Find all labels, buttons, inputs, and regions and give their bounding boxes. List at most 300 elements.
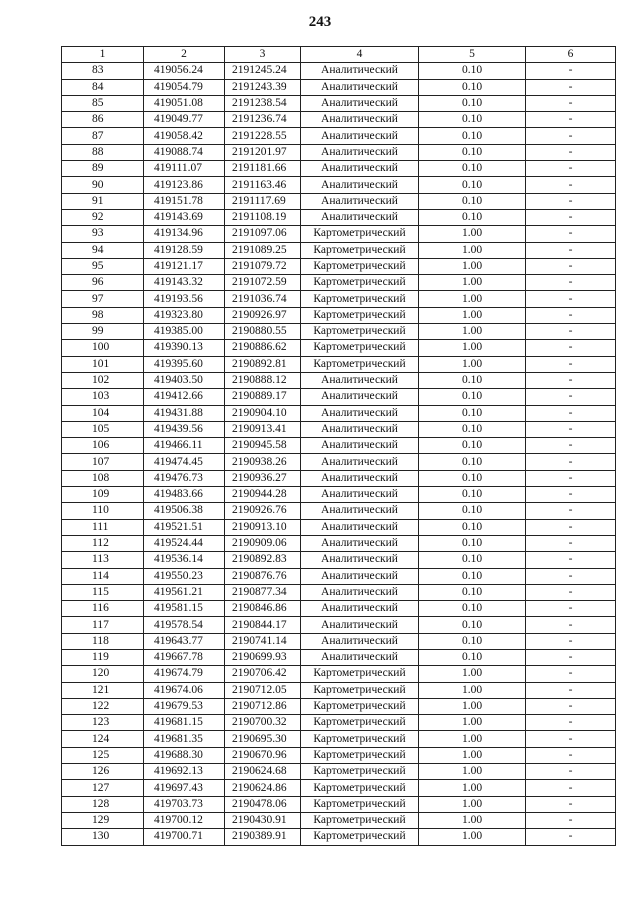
x-coordinate-cell: 419506.38 — [144, 503, 225, 519]
accuracy-cell: 0.10 — [419, 487, 526, 503]
note-cell: - — [526, 601, 616, 617]
accuracy-cell: 1.00 — [419, 226, 526, 242]
note-cell: - — [526, 79, 616, 95]
y-coordinate-cell: 2190877.34 — [225, 584, 301, 600]
note-cell: - — [526, 356, 616, 372]
coordinates-table — [61, 46, 616, 846]
table-row — [62, 519, 616, 535]
y-coordinate-cell: 2191181.66 — [225, 161, 301, 177]
y-coordinate-cell: 2191201.97 — [225, 144, 301, 160]
table-row — [62, 177, 616, 193]
method-cell: Картометрический — [301, 829, 419, 845]
method-cell: Картометрический — [301, 796, 419, 812]
accuracy-cell: 0.10 — [419, 552, 526, 568]
column-header-4: 4 — [301, 47, 419, 63]
x-coordinate-cell: 419385.00 — [144, 324, 225, 340]
note-cell: - — [526, 209, 616, 225]
y-coordinate-cell: 2191079.72 — [225, 258, 301, 274]
table-row — [62, 698, 616, 714]
y-coordinate-cell: 2190712.86 — [225, 698, 301, 714]
y-coordinate-cell: 2191243.39 — [225, 79, 301, 95]
table-row — [62, 438, 616, 454]
x-coordinate-cell: 419550.23 — [144, 568, 225, 584]
method-cell: Аналитический — [301, 649, 419, 665]
table-row — [62, 389, 616, 405]
point-number-cell: 110 — [62, 503, 144, 519]
x-coordinate-cell: 419476.73 — [144, 470, 225, 486]
method-cell: Аналитический — [301, 177, 419, 193]
accuracy-cell: 0.10 — [419, 535, 526, 551]
accuracy-cell: 0.10 — [419, 177, 526, 193]
x-coordinate-cell: 419692.13 — [144, 764, 225, 780]
point-number-cell: 99 — [62, 324, 144, 340]
point-number-cell: 113 — [62, 552, 144, 568]
x-coordinate-cell: 419674.79 — [144, 666, 225, 682]
y-coordinate-cell: 2191245.24 — [225, 63, 301, 79]
accuracy-cell: 0.10 — [419, 161, 526, 177]
table-row — [62, 372, 616, 388]
method-cell: Картометрический — [301, 747, 419, 763]
point-number-cell: 128 — [62, 796, 144, 812]
y-coordinate-cell: 2190889.17 — [225, 389, 301, 405]
x-coordinate-cell: 419483.66 — [144, 487, 225, 503]
table-row — [62, 535, 616, 551]
page-number: 243 — [308, 14, 332, 30]
table-row — [62, 307, 616, 323]
accuracy-cell: 1.00 — [419, 666, 526, 682]
method-cell: Картометрический — [301, 340, 419, 356]
note-cell: - — [526, 438, 616, 454]
table-row — [62, 242, 616, 258]
method-cell: Картометрический — [301, 812, 419, 828]
method-cell: Картометрический — [301, 731, 419, 747]
x-coordinate-cell: 419403.50 — [144, 372, 225, 388]
point-number-cell: 98 — [62, 307, 144, 323]
x-coordinate-cell: 419151.78 — [144, 193, 225, 209]
table-row — [62, 568, 616, 584]
point-number-cell: 84 — [62, 79, 144, 95]
method-cell: Аналитический — [301, 372, 419, 388]
y-coordinate-cell: 2190888.12 — [225, 372, 301, 388]
table-row — [62, 356, 616, 372]
accuracy-cell: 0.10 — [419, 112, 526, 128]
y-coordinate-cell: 2190904.10 — [225, 405, 301, 421]
note-cell: - — [526, 421, 616, 437]
x-coordinate-cell: 419703.73 — [144, 796, 225, 812]
accuracy-cell: 1.00 — [419, 698, 526, 714]
point-number-cell: 106 — [62, 438, 144, 454]
column-header-6: 6 — [526, 47, 616, 63]
note-cell: - — [526, 568, 616, 584]
method-cell: Аналитический — [301, 584, 419, 600]
y-coordinate-cell: 2190624.68 — [225, 764, 301, 780]
x-coordinate-cell: 419395.60 — [144, 356, 225, 372]
table-row — [62, 764, 616, 780]
note-cell: - — [526, 161, 616, 177]
y-coordinate-cell: 2190936.27 — [225, 470, 301, 486]
y-coordinate-cell: 2191089.25 — [225, 242, 301, 258]
point-number-cell: 127 — [62, 780, 144, 796]
accuracy-cell: 0.10 — [419, 454, 526, 470]
point-number-cell: 107 — [62, 454, 144, 470]
x-coordinate-cell: 419431.88 — [144, 405, 225, 421]
table-row — [62, 63, 616, 79]
note-cell: - — [526, 764, 616, 780]
method-cell: Аналитический — [301, 112, 419, 128]
note-cell: - — [526, 128, 616, 144]
y-coordinate-cell: 2190944.28 — [225, 487, 301, 503]
accuracy-cell: 0.10 — [419, 568, 526, 584]
point-number-cell: 121 — [62, 682, 144, 698]
y-coordinate-cell: 2191117.69 — [225, 193, 301, 209]
note-cell: - — [526, 747, 616, 763]
y-coordinate-cell: 2191097.06 — [225, 226, 301, 242]
x-coordinate-cell: 419134.96 — [144, 226, 225, 242]
method-cell: Аналитический — [301, 79, 419, 95]
method-cell: Аналитический — [301, 405, 419, 421]
y-coordinate-cell: 2190695.30 — [225, 731, 301, 747]
y-coordinate-cell: 2190945.58 — [225, 438, 301, 454]
note-cell: - — [526, 584, 616, 600]
accuracy-cell: 1.00 — [419, 829, 526, 845]
point-number-cell: 85 — [62, 95, 144, 111]
table-row — [62, 161, 616, 177]
point-number-cell: 124 — [62, 731, 144, 747]
x-coordinate-cell: 419578.54 — [144, 617, 225, 633]
point-number-cell: 102 — [62, 372, 144, 388]
x-coordinate-cell: 419679.53 — [144, 698, 225, 714]
x-coordinate-cell: 419466.11 — [144, 438, 225, 454]
x-coordinate-cell: 419561.21 — [144, 584, 225, 600]
point-number-cell: 94 — [62, 242, 144, 258]
method-cell: Картометрический — [301, 698, 419, 714]
accuracy-cell: 1.00 — [419, 731, 526, 747]
point-number-cell: 89 — [62, 161, 144, 177]
note-cell: - — [526, 242, 616, 258]
table-row — [62, 79, 616, 95]
point-number-cell: 104 — [62, 405, 144, 421]
y-coordinate-cell: 2191072.59 — [225, 275, 301, 291]
point-number-cell: 125 — [62, 747, 144, 763]
y-coordinate-cell: 2190624.86 — [225, 780, 301, 796]
note-cell: - — [526, 95, 616, 111]
method-cell: Картометрический — [301, 780, 419, 796]
point-number-cell: 100 — [62, 340, 144, 356]
table-row — [62, 812, 616, 828]
method-cell: Аналитический — [301, 535, 419, 551]
point-number-cell: 119 — [62, 649, 144, 665]
note-cell: - — [526, 177, 616, 193]
x-coordinate-cell: 419143.69 — [144, 209, 225, 225]
x-coordinate-cell: 419121.17 — [144, 258, 225, 274]
y-coordinate-cell: 2190926.76 — [225, 503, 301, 519]
point-number-cell: 90 — [62, 177, 144, 193]
x-coordinate-cell: 419688.30 — [144, 747, 225, 763]
y-coordinate-cell: 2190430.91 — [225, 812, 301, 828]
accuracy-cell: 0.10 — [419, 95, 526, 111]
point-number-cell: 120 — [62, 666, 144, 682]
table-row — [62, 324, 616, 340]
note-cell: - — [526, 470, 616, 486]
method-cell: Аналитический — [301, 421, 419, 437]
y-coordinate-cell: 2190880.55 — [225, 324, 301, 340]
x-coordinate-cell: 419056.24 — [144, 63, 225, 79]
note-cell: - — [526, 144, 616, 160]
point-number-cell: 91 — [62, 193, 144, 209]
table-row — [62, 633, 616, 649]
y-coordinate-cell: 2190886.62 — [225, 340, 301, 356]
table-header-row — [62, 47, 616, 63]
x-coordinate-cell: 419439.56 — [144, 421, 225, 437]
method-cell: Аналитический — [301, 95, 419, 111]
method-cell: Картометрический — [301, 258, 419, 274]
y-coordinate-cell: 2191228.55 — [225, 128, 301, 144]
table-row — [62, 682, 616, 698]
method-cell: Картометрический — [301, 356, 419, 372]
table-row — [62, 470, 616, 486]
accuracy-cell: 1.00 — [419, 258, 526, 274]
accuracy-cell: 1.00 — [419, 764, 526, 780]
x-coordinate-cell: 419581.15 — [144, 601, 225, 617]
x-coordinate-cell: 419524.44 — [144, 535, 225, 551]
y-coordinate-cell: 2191238.54 — [225, 95, 301, 111]
accuracy-cell: 1.00 — [419, 682, 526, 698]
note-cell: - — [526, 405, 616, 421]
y-coordinate-cell: 2190926.97 — [225, 307, 301, 323]
accuracy-cell: 0.10 — [419, 649, 526, 665]
table-row — [62, 128, 616, 144]
table-row — [62, 258, 616, 274]
point-number-cell: 88 — [62, 144, 144, 160]
accuracy-cell: 0.10 — [419, 193, 526, 209]
x-coordinate-cell: 419058.42 — [144, 128, 225, 144]
y-coordinate-cell: 2190706.42 — [225, 666, 301, 682]
note-cell: - — [526, 63, 616, 79]
method-cell: Аналитический — [301, 552, 419, 568]
note-cell: - — [526, 340, 616, 356]
accuracy-cell: 0.10 — [419, 470, 526, 486]
point-number-cell: 118 — [62, 633, 144, 649]
x-coordinate-cell: 419323.80 — [144, 307, 225, 323]
accuracy-cell: 1.00 — [419, 242, 526, 258]
method-cell: Аналитический — [301, 519, 419, 535]
y-coordinate-cell: 2191163.46 — [225, 177, 301, 193]
note-cell: - — [526, 454, 616, 470]
method-cell: Аналитический — [301, 144, 419, 160]
table-row — [62, 780, 616, 796]
method-cell: Аналитический — [301, 470, 419, 486]
accuracy-cell: 0.10 — [419, 389, 526, 405]
x-coordinate-cell: 419051.08 — [144, 95, 225, 111]
x-coordinate-cell: 419088.74 — [144, 144, 225, 160]
accuracy-cell: 0.10 — [419, 617, 526, 633]
x-coordinate-cell: 419049.77 — [144, 112, 225, 128]
point-number-cell: 105 — [62, 421, 144, 437]
method-cell: Картометрический — [301, 324, 419, 340]
table-row — [62, 731, 616, 747]
note-cell: - — [526, 258, 616, 274]
accuracy-cell: 0.10 — [419, 405, 526, 421]
accuracy-cell: 0.10 — [419, 209, 526, 225]
note-cell: - — [526, 731, 616, 747]
table-row — [62, 421, 616, 437]
accuracy-cell: 0.10 — [419, 421, 526, 437]
table-row — [62, 144, 616, 160]
point-number-cell: 109 — [62, 487, 144, 503]
accuracy-cell: 0.10 — [419, 63, 526, 79]
table-row — [62, 503, 616, 519]
point-number-cell: 115 — [62, 584, 144, 600]
y-coordinate-cell: 2190892.81 — [225, 356, 301, 372]
table-row — [62, 226, 616, 242]
method-cell: Аналитический — [301, 633, 419, 649]
table-row — [62, 193, 616, 209]
accuracy-cell: 1.00 — [419, 307, 526, 323]
table-row — [62, 291, 616, 307]
y-coordinate-cell: 2190846.86 — [225, 601, 301, 617]
note-cell: - — [526, 666, 616, 682]
accuracy-cell: 0.10 — [419, 519, 526, 535]
note-cell: - — [526, 519, 616, 535]
method-cell: Аналитический — [301, 63, 419, 79]
y-coordinate-cell: 2190892.83 — [225, 552, 301, 568]
table-row — [62, 340, 616, 356]
x-coordinate-cell: 419681.35 — [144, 731, 225, 747]
point-number-cell: 123 — [62, 715, 144, 731]
accuracy-cell: 1.00 — [419, 340, 526, 356]
table-row — [62, 487, 616, 503]
note-cell: - — [526, 633, 616, 649]
table-body — [62, 63, 616, 845]
x-coordinate-cell: 419054.79 — [144, 79, 225, 95]
method-cell: Аналитический — [301, 617, 419, 633]
y-coordinate-cell: 2190670.96 — [225, 747, 301, 763]
table-row — [62, 666, 616, 682]
note-cell: - — [526, 291, 616, 307]
x-coordinate-cell: 419643.77 — [144, 633, 225, 649]
x-coordinate-cell: 419667.78 — [144, 649, 225, 665]
accuracy-cell: 0.10 — [419, 584, 526, 600]
note-cell: - — [526, 617, 616, 633]
note-cell: - — [526, 698, 616, 714]
accuracy-cell: 1.00 — [419, 291, 526, 307]
note-cell: - — [526, 812, 616, 828]
accuracy-cell: 1.00 — [419, 747, 526, 763]
table-row — [62, 617, 616, 633]
column-header-3: 3 — [225, 47, 301, 63]
y-coordinate-cell: 2190741.14 — [225, 633, 301, 649]
method-cell: Аналитический — [301, 128, 419, 144]
x-coordinate-cell: 419700.12 — [144, 812, 225, 828]
method-cell: Картометрический — [301, 307, 419, 323]
accuracy-cell: 1.00 — [419, 780, 526, 796]
accuracy-cell: 0.10 — [419, 372, 526, 388]
point-number-cell: 95 — [62, 258, 144, 274]
table-row — [62, 649, 616, 665]
method-cell: Картометрический — [301, 715, 419, 731]
y-coordinate-cell: 2190938.26 — [225, 454, 301, 470]
method-cell: Аналитический — [301, 568, 419, 584]
table-row — [62, 209, 616, 225]
note-cell: - — [526, 503, 616, 519]
note-cell: - — [526, 649, 616, 665]
point-number-cell: 103 — [62, 389, 144, 405]
table-row — [62, 796, 616, 812]
accuracy-cell: 1.00 — [419, 796, 526, 812]
table-row — [62, 747, 616, 763]
accuracy-cell: 0.10 — [419, 144, 526, 160]
column-header-5: 5 — [419, 47, 526, 63]
y-coordinate-cell: 2190700.32 — [225, 715, 301, 731]
method-cell: Аналитический — [301, 503, 419, 519]
table-row — [62, 829, 616, 845]
note-cell: - — [526, 275, 616, 291]
method-cell: Аналитический — [301, 438, 419, 454]
table-row — [62, 454, 616, 470]
y-coordinate-cell: 2191236.74 — [225, 112, 301, 128]
method-cell: Картометрический — [301, 226, 419, 242]
accuracy-cell: 0.10 — [419, 633, 526, 649]
point-number-cell: 126 — [62, 764, 144, 780]
method-cell: Аналитический — [301, 193, 419, 209]
y-coordinate-cell: 2190909.06 — [225, 535, 301, 551]
point-number-cell: 93 — [62, 226, 144, 242]
method-cell: Аналитический — [301, 161, 419, 177]
method-cell: Картометрический — [301, 291, 419, 307]
y-coordinate-cell: 2190844.17 — [225, 617, 301, 633]
x-coordinate-cell: 419390.13 — [144, 340, 225, 356]
method-cell: Аналитический — [301, 487, 419, 503]
point-number-cell: 101 — [62, 356, 144, 372]
x-coordinate-cell: 419474.45 — [144, 454, 225, 470]
point-number-cell: 92 — [62, 209, 144, 225]
point-number-cell: 83 — [62, 63, 144, 79]
accuracy-cell: 1.00 — [419, 275, 526, 291]
method-cell: Аналитический — [301, 209, 419, 225]
method-cell: Картометрический — [301, 666, 419, 682]
column-header-2: 2 — [144, 47, 225, 63]
note-cell: - — [526, 796, 616, 812]
table-row — [62, 405, 616, 421]
x-coordinate-cell: 419143.32 — [144, 275, 225, 291]
note-cell: - — [526, 780, 616, 796]
point-number-cell: 129 — [62, 812, 144, 828]
y-coordinate-cell: 2190712.05 — [225, 682, 301, 698]
y-coordinate-cell: 2190913.10 — [225, 519, 301, 535]
note-cell: - — [526, 372, 616, 388]
accuracy-cell: 1.00 — [419, 812, 526, 828]
y-coordinate-cell: 2190478.06 — [225, 796, 301, 812]
x-coordinate-cell: 419111.07 — [144, 161, 225, 177]
x-coordinate-cell: 419128.59 — [144, 242, 225, 258]
x-coordinate-cell: 419700.71 — [144, 829, 225, 845]
method-cell: Картометрический — [301, 682, 419, 698]
method-cell: Аналитический — [301, 454, 419, 470]
column-header-1: 1 — [62, 47, 144, 63]
point-number-cell: 112 — [62, 535, 144, 551]
x-coordinate-cell: 419674.06 — [144, 682, 225, 698]
note-cell: - — [526, 324, 616, 340]
x-coordinate-cell: 419123.86 — [144, 177, 225, 193]
y-coordinate-cell: 2191108.19 — [225, 209, 301, 225]
table-row — [62, 275, 616, 291]
note-cell: - — [526, 226, 616, 242]
point-number-cell: 87 — [62, 128, 144, 144]
x-coordinate-cell: 419521.51 — [144, 519, 225, 535]
x-coordinate-cell: 419697.43 — [144, 780, 225, 796]
y-coordinate-cell: 2190876.76 — [225, 568, 301, 584]
x-coordinate-cell: 419412.66 — [144, 389, 225, 405]
